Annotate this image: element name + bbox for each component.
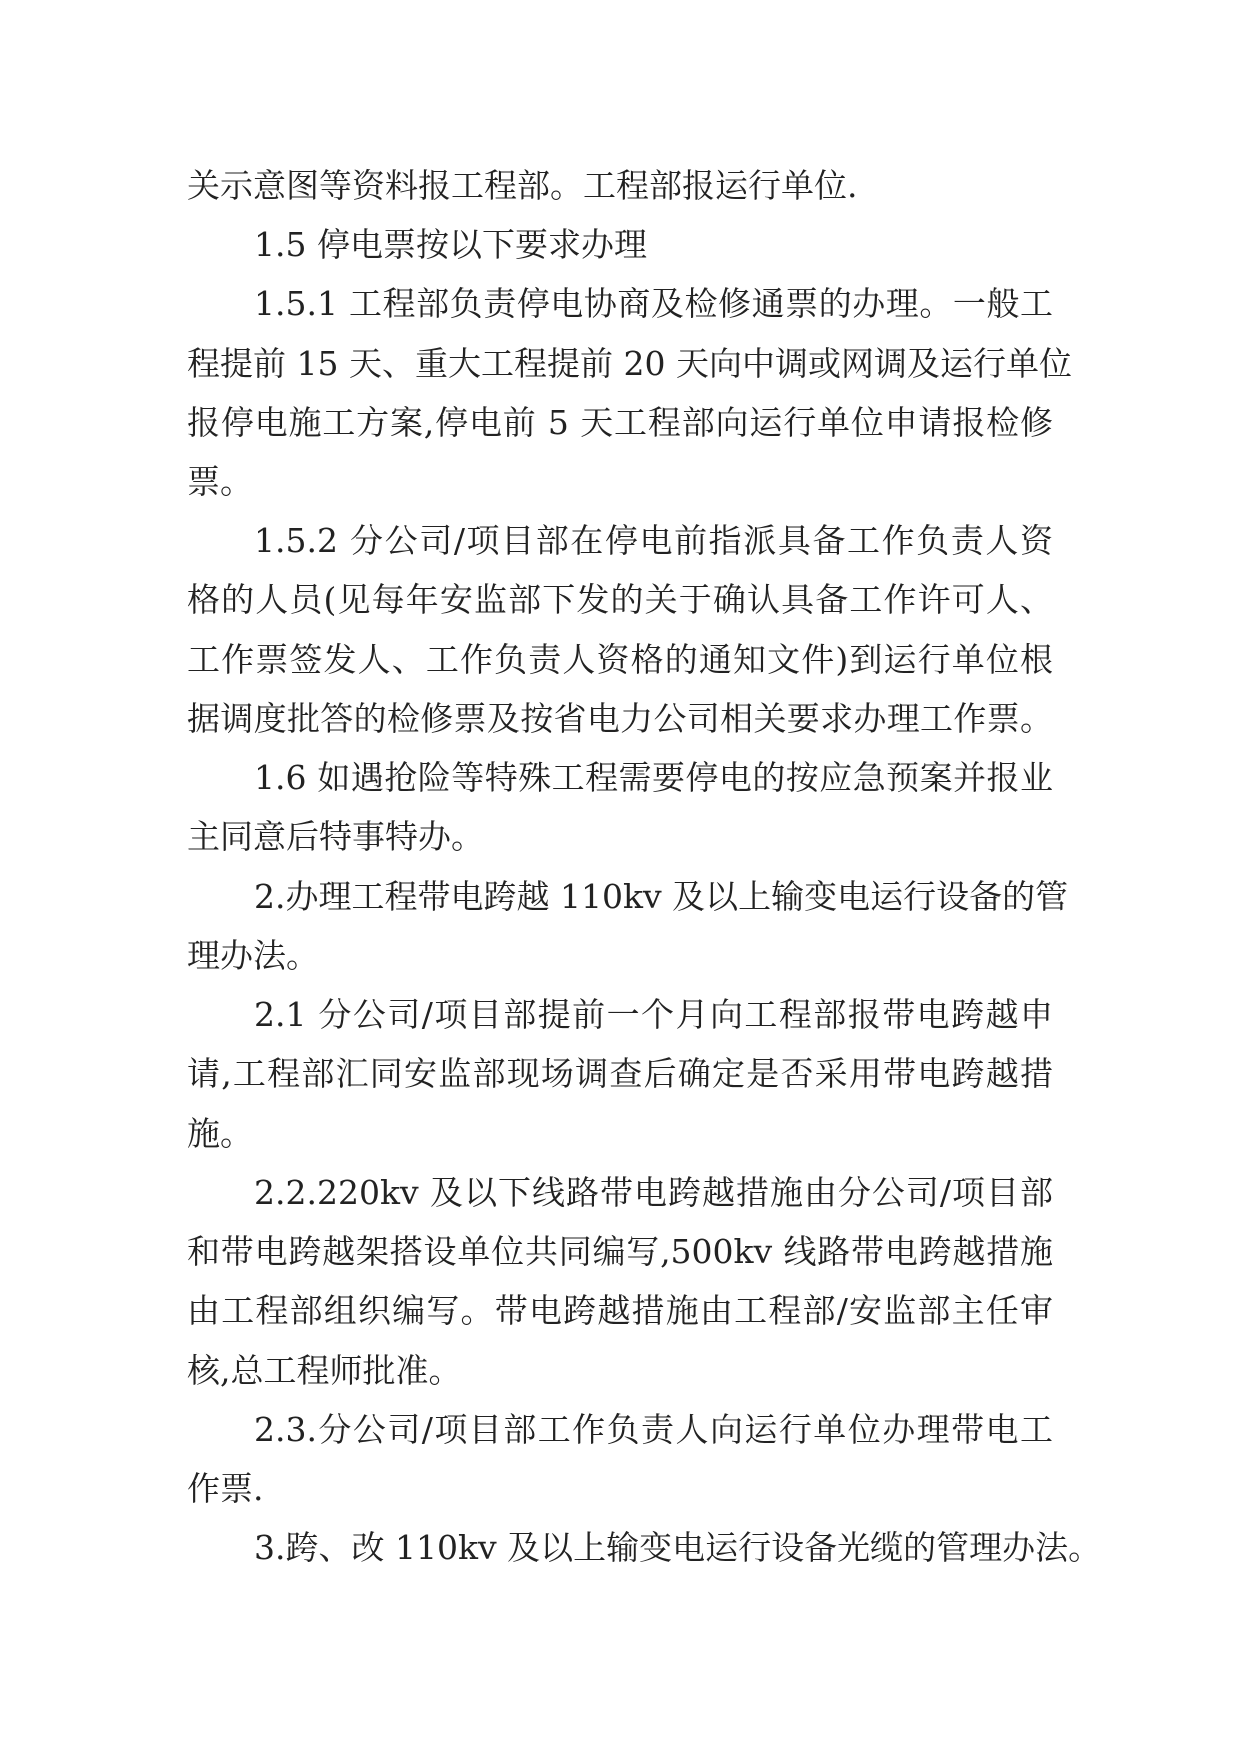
text-line: 格的人员(见每年安监部下发的关于确认具备工作许可人、: [187, 580, 1053, 619]
text-line: 报停电施工方案,停电前 5 天工程部向运行单位申请报检修: [187, 403, 1053, 442]
text-line: 2.2.220kv 及以下线路带电跨越措施由分公司/项目部: [254, 1173, 1053, 1212]
text-line: 2.1 分公司/项目部提前一个月向工程部报带电跨越申: [254, 995, 1053, 1034]
text-line: 主同意后特事特办。: [187, 817, 484, 856]
text-line: 关示意图等资料报工程部。工程部报运行单位.: [187, 166, 858, 205]
text-line: 票。: [187, 462, 253, 501]
text-line: 2.3.分公司/项目部工作负责人向运行单位办理带电工: [254, 1410, 1053, 1449]
text-line: 核,总工程师批准。: [187, 1351, 462, 1390]
text-line: 请,工程部汇同安监部现场调查后确定是否采用带电跨越措: [187, 1054, 1053, 1093]
text-line: 理办法。: [187, 936, 319, 975]
text-line: 和带电跨越架搭设单位共同编写,500kv 线路带电跨越措施: [187, 1232, 1053, 1271]
text-line: 2.办理工程带电跨越 110kv 及以上输变电运行设备的管: [254, 877, 1069, 916]
text-line: 1.5.2 分公司/项目部在停电前指派具备工作负责人资: [254, 521, 1053, 560]
text-line: 工作票签发人、工作负责人资格的通知文件)到运行单位根: [187, 640, 1053, 679]
text-line: 1.5.1 工程部负责停电协商及检修通票的办理。一般工: [254, 284, 1053, 323]
text-line: 由工程部组织编写。带电跨越措施由工程部/安监部主任审: [187, 1291, 1053, 1330]
text-line: 1.5 停电票按以下要求办理: [254, 225, 647, 264]
text-line: 程提前 15 天、重大工程提前 20 天向中调或网调及运行单位: [187, 344, 1072, 383]
text-line: 据调度批答的检修票及按省电力公司相关要求办理工作票。: [187, 699, 1053, 738]
text-line: 施。: [187, 1114, 253, 1153]
text-line: 作票.: [187, 1469, 264, 1508]
text-line: 1.6 如遇抢险等特殊工程需要停电的按应急预案并报业: [254, 758, 1053, 797]
text-line: 3.跨、改 110kv 及以上输变电运行设备光缆的管理办法。: [254, 1528, 1102, 1567]
